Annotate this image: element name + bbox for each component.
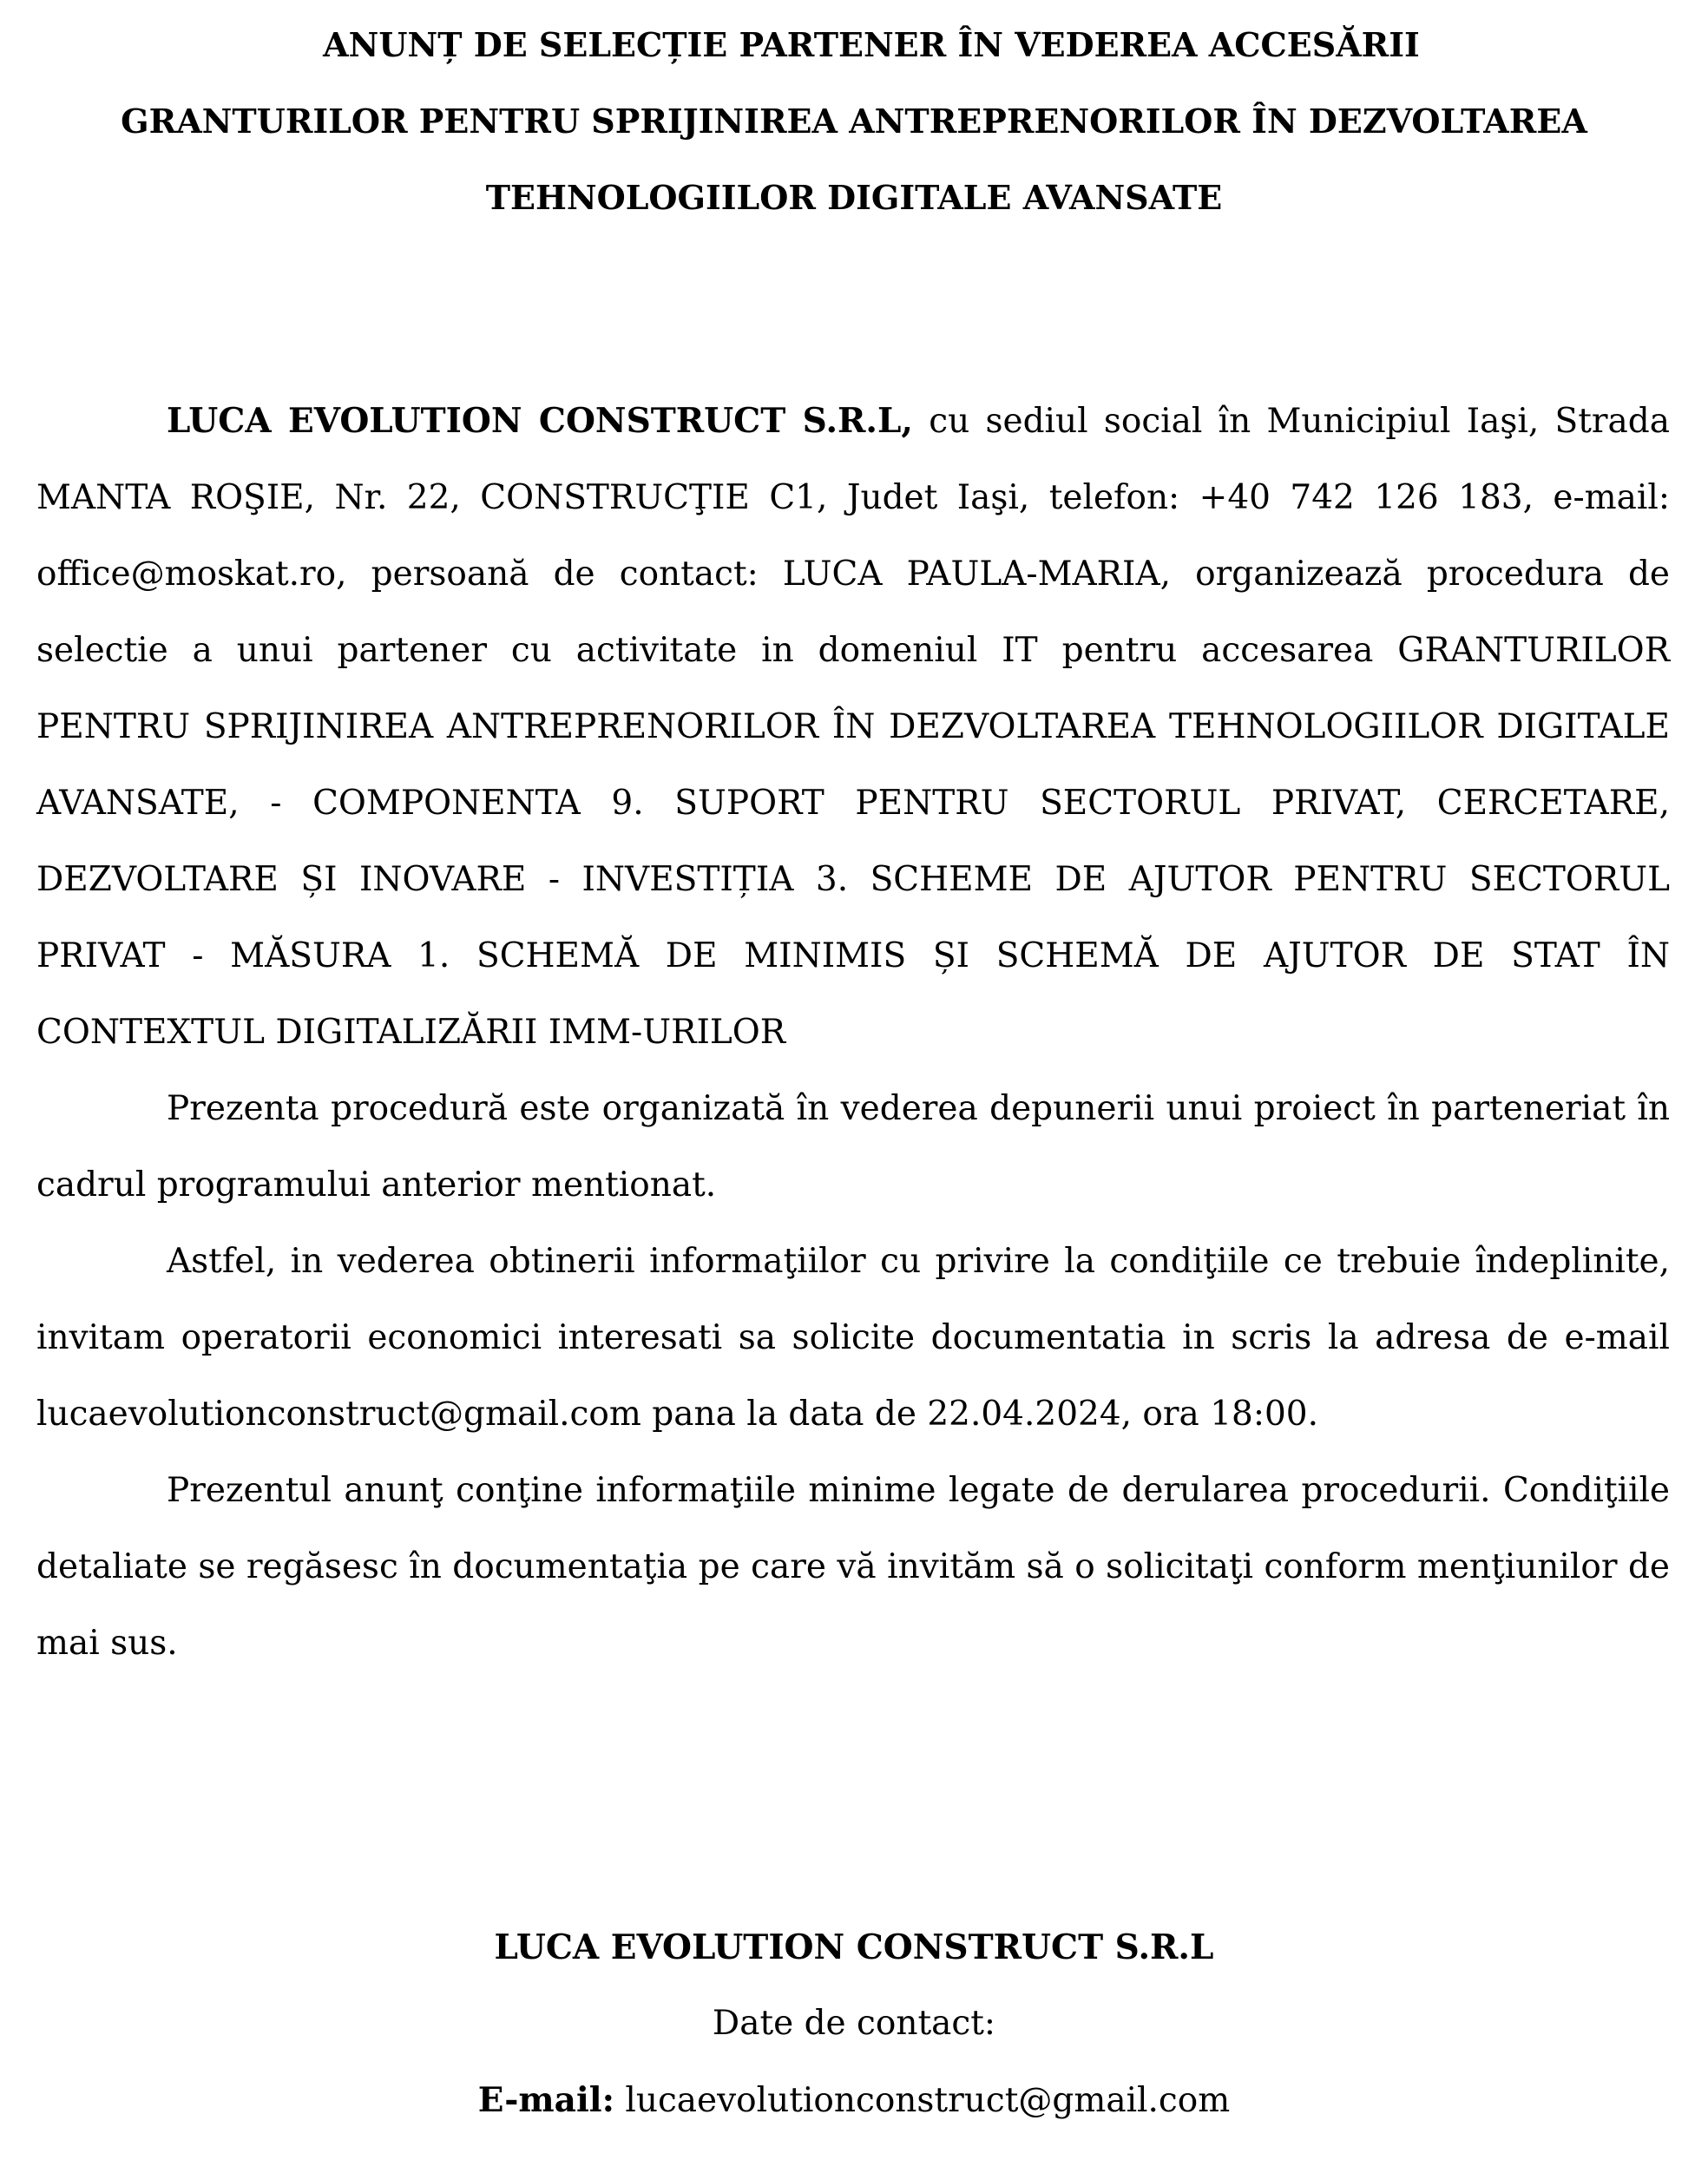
title-line-3: TEHNOLOGIILOR DIGITALE AVANSATE (485, 178, 1223, 217)
announcement-title (35, 7, 1673, 236)
signature-block (35, 1909, 1673, 2139)
organizer-details-text: cu sediul social în Municipiul Iaşi, Strada MANTA ROŞIE, Nr. 22, CONSTRUCŢIE C1, Judet Iaşi, telefon: +40 742 126 183, e-mail: office@moskat.ro, persoană de contact: LUCA PAULA-MARIA, organizează procedura de selectie a unui partener cu activitate in domeniul IT pentru accesarea GRANTURILOR PENTRU SPRIJINIREA ANTREPRENORILOR ÎN DEZVOLTAREA TEHNOLOGIILOR DIGITALE AVANSATE, - COMPONENTA 9. SUPORT PENTRU SECTORUL PRIVAT, CERCETARE, DEZVOLTARE ȘI INOVARE - INVESTIȚIA 3. SCHEME DE AJUTOR PENTRU SECTORUL PRIVAT - MĂSURA 1. SCHEMĂ DE MINIMIS ȘI SCHEMĂ DE AJUTOR DE STAT ÎN CONTEXTUL DIGITALIZĂRII IMM-URILOR (36, 402, 1670, 1052)
paragraph-conditions: Prezentul anunţ conţine informaţiile minime legate de derularea procedurii. Condiţiile detaliate se regăsesc în documentaţia pe care vă invităm să o solicitaţi conform menţiunilor de mai sus. (36, 1471, 1670, 1663)
announcement-body (36, 383, 1670, 1682)
email-label: E-mail: (477, 2080, 614, 2120)
contact-email-line (35, 2062, 1673, 2139)
paragraph-organizer (36, 383, 1670, 1071)
email-value: lucaevolutionconstruct@gmail.com (614, 2081, 1231, 2120)
signature-company-name: LUCA EVOLUTION CONSTRUCT S.R.L (494, 1927, 1214, 1967)
organizer-company-name: LUCA EVOLUTION CONSTRUCT S.R.L, (167, 401, 914, 441)
paragraph-request-info: Astfel, in vederea obtinerii informaţiilor cu privire la condiţiile ce trebuie îndeplinite, invitam operatorii economici interesati sa solicite documentatia in scris la adresa de e-mail lucaevolutionconstruct@gmail.com pana la data de 22.04.2024, ora 18:00. (36, 1242, 1670, 1434)
title-line-1: ANUNȚ DE SELECȚIE PARTENER ÎN VEDEREA ACCESĂRII (323, 25, 1420, 64)
contact-heading: Date de contact: (712, 2004, 996, 2043)
paragraph-purpose: Prezenta procedură este organizată în vederea depunerii unui proiect în parteneriat în cadrul programului anterior mentionat. (36, 1089, 1670, 1205)
title-line-2: GRANTURILOR PENTRU SPRIJINIREA ANTREPRENORILOR ÎN DEZVOLTAREA (121, 102, 1587, 141)
